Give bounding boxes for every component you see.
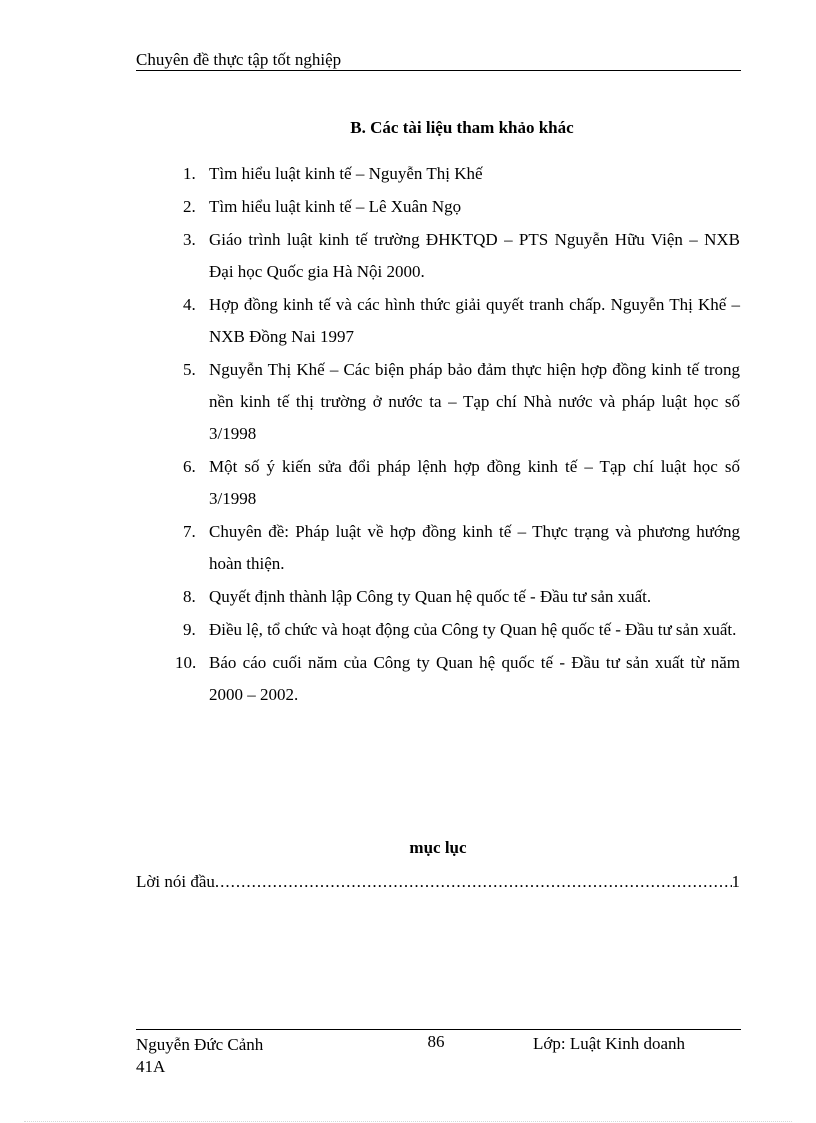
toc-title: mục lục	[409, 838, 467, 857]
reference-item	[136, 354, 740, 450]
reference-item	[136, 614, 740, 646]
toc-entry[interactable]	[136, 872, 740, 892]
reference-item	[136, 289, 740, 353]
reference-text: Chuyên đề: Pháp luật về hợp đồng kinh tế – Thực trạng và phương hướng hoàn thiện.	[209, 522, 740, 573]
reference-text: Tìm hiểu luật kinh tế – Nguyễn Thị Khế	[209, 164, 483, 183]
reference-item	[136, 224, 740, 288]
reference-number: 4.	[183, 295, 196, 314]
page-bottom-edge	[24, 1121, 792, 1122]
reference-list	[136, 158, 740, 712]
reference-text: Tìm hiểu luật kinh tế – Lê Xuân Ngọ	[209, 197, 462, 216]
reference-number: 1.	[183, 164, 196, 183]
reference-text: Báo cáo cuối năm của Công ty Quan hệ quốc tế - Đầu tư sản xuất từ năm 2000 – 2002.	[209, 653, 740, 704]
reference-number: 6.	[183, 457, 196, 476]
section-title: B. Các tài liệu tham khảo khác	[350, 118, 574, 137]
reference-text: Hợp đồng kinh tế và các hình thức giải quyết tranh chấp. Nguyễn Thị Khế – NXB Đồng Nai 1997	[209, 295, 740, 346]
reference-number: 3.	[183, 230, 196, 249]
reference-number: 9.	[183, 620, 196, 639]
reference-text: Một số ý kiến sửa đổi pháp lệnh hợp đồng kinh tế – Tạp chí luật học số 3/1998	[209, 457, 740, 508]
reference-number: 10.	[175, 653, 197, 672]
reference-item	[136, 516, 740, 580]
reference-item	[136, 191, 740, 223]
toc-entry-label: Lời nói đầu	[136, 872, 215, 891]
footer-class-label: Lớp: Luật Kinh doanh	[533, 1034, 686, 1053]
footer-rule	[136, 1029, 741, 1030]
footer-author: Nguyễn Đức Cảnh 41A	[136, 1035, 264, 1076]
toc-entry-page: 1	[731, 872, 740, 891]
reference-text: Điều lệ, tổ chức và hoạt động của Công ty Quan hệ quốc tế - Đầu tư sản xuất.	[209, 620, 737, 639]
toc-dot-leader	[215, 872, 732, 892]
reference-number: 8.	[183, 587, 196, 606]
reference-number: 5.	[183, 360, 196, 379]
reference-item	[136, 158, 740, 190]
reference-item	[136, 451, 740, 515]
reference-text: Quyết định thành lập Công ty Quan hệ quốc tế - Đầu tư sản xuất.	[209, 587, 652, 606]
reference-item	[136, 581, 740, 613]
footer-page-number: 86	[427, 1032, 445, 1051]
reference-text: Nguyễn Thị Khế – Các biện pháp bảo đảm thực hiện hợp đồng kinh tế trong nền kinh tế thị trường ở nước ta – Tạp chí Nhà nước và pháp luật học số 3/1998	[209, 360, 740, 443]
reference-number: 2.	[183, 197, 196, 216]
running-header: Chuyên đề thực tập tốt nghiệp	[136, 50, 342, 69]
header-rule	[136, 70, 741, 71]
reference-text: Giáo trình luật kinh tế trường ĐHKTQD – PTS Nguyễn Hữu Viện – NXB Đại học Quốc gia Hà Nội 2000.	[209, 230, 740, 281]
reference-item	[136, 647, 740, 711]
reference-number: 7.	[183, 522, 196, 541]
